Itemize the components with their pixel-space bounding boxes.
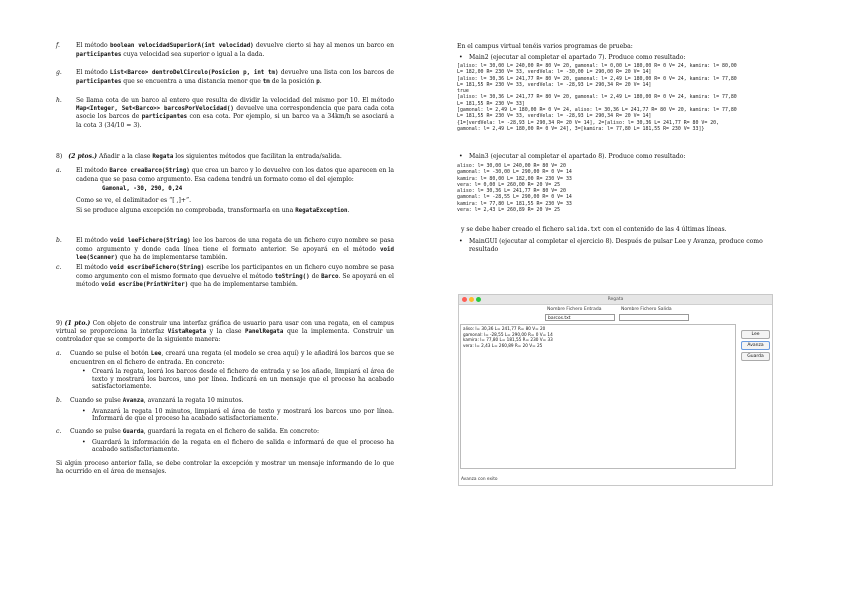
- bullet-text: Avanzará la regata 10 minutos, limpiará el área de texto y mostrará los barcos uno por línea. Informará de que el proceso ha acabado satisfactoriamente.: [92, 407, 394, 423]
- item-9b-text: [70, 397, 394, 406]
- item-label: f.: [56, 42, 60, 49]
- exception-note: [76, 207, 394, 216]
- bullet-item: [82, 438, 394, 454]
- bullet-icon: •: [459, 54, 463, 61]
- code-text: participantes: [141, 114, 188, 121]
- question-points: (1 pto.): [64, 320, 91, 327]
- item-f: [56, 42, 394, 59]
- avanza-button[interactable]: Avanza: [741, 341, 770, 350]
- maingui-text: MainGUI (ejecutar al completar el ejercicio 8). Después de pulsar Lee y Avanza, produce como resultado: [469, 238, 763, 253]
- main3-output: aliso: l= 30,00 L= 240,00 R= 80 V= 20 gamonal: l= -30,00 L= 290,00 R= 0 V= 14 kamira: l= 80,00 L= 182,00 R= 230 V= 33 vera: l= 0,00 L= 260,00 R= 20 V= 25 aliso: l= 30,36 L= 241,77 R= 80 V= 20 gamonal: l= -28,55 L= 290,00 R= 0 V= 14 kamira: l= 77,80 L= 181,55 R= 230 V= 33 vera: l= 2,43 L= 260,89 R= 20 V= 25: [457, 163, 572, 214]
- text: que ha de implementarse también.: [188, 281, 298, 289]
- text: que se encuentra a una distancia menor que: [121, 77, 263, 85]
- text: El método: [76, 69, 110, 76]
- output-file-label: Nombre Fichero Salida: [621, 307, 672, 312]
- bullet-icon: •: [82, 368, 86, 376]
- input-file-label: Nombre Fichero Entrada: [547, 307, 602, 312]
- code-text: void escribeFichero(String): [109, 265, 205, 271]
- main3-item: [457, 153, 792, 161]
- main2-output: [aliso: l= 30,00 L= 240,00 R= 80 V= 20, gamonal: l= 0,00 L= 180,00 R= 0 V= 24, kamira: l= 80,00 L= 182,00 R= 230 V= 33, verdVela: l= -30,00 L= 290,00 R= 20 V= 14] [aliso: l= 30,36 L= 241,77 R= 80 V= 20, gamonal: l= 2,49 L= 180,00 R= 0 V= 24, kamira: l= 77,80 L= 181,55 R= 230 V= 33, verdVela: l= -28,93 L= 290,34 R= 20 V= 14] true [aliso: l= 30,36 L= 241,77 R= 80 V= 20, gamonal: l= 2,49 L= 180,00 R= 0 V= 24, kamira: l= 77,80 L= 181,55 R= 230 V= 33] [gamonal: l= 2,49 L= 180,00 R= 0 V= 24, aliso: l= 30,36 L= 241,77 R= 80 V= 20, kamira: l= 77,80 L= 181,55 R= 230 V= 33, verdVela: l= -28,93 L= 290,34 R= 20 V= 14] {1=[verdVela: l= -28,93 L= 290,34 R= 20 V= 14], 2=[aliso: l= 30,36 L= 241,77 R= 80 V= 20, gamonal: l= 2,49 L= 180,00 R= 0 V= 24], 3=[kamira: l= 77,80 L= 181,55 R= 230 V= 33]}: [457, 63, 737, 132]
- bullet-item: [82, 407, 394, 423]
- item-8c: [56, 264, 394, 290]
- item-label: a.: [56, 167, 62, 174]
- text: con el contenido de las 4 últimas líneas.: [600, 226, 727, 233]
- bullet-icon: •: [82, 407, 86, 415]
- question-9-text: [56, 320, 394, 344]
- item-label: b.: [56, 397, 62, 404]
- item-8a-text: [76, 167, 394, 183]
- text: los siguientes métodos que facilitan la entrada/salida.: [173, 153, 342, 160]
- code-text: Avanza: [122, 398, 144, 404]
- input-file-field[interactable]: barcos.txt: [545, 314, 615, 321]
- item-8c-text: [76, 264, 394, 290]
- output-text-area[interactable]: aliso: l= 30,36 L= 241,77 R= 80 V= 20 gamonal: l= -28,55 L= 290,00 R= 0 V= 14 kamira: l= 77,80 L= 181,55 R= 230 V= 33 vera: l= 2,43 L= 260,89 R= 20 V= 25: [460, 324, 736, 469]
- code-text: List<Barco> dentroDelCirculo(Posicion p, int tm): [109, 70, 279, 76]
- close-window-icon[interactable]: [462, 297, 467, 302]
- text: .: [347, 207, 350, 215]
- item-8b-text: [76, 237, 394, 263]
- regata-window: [458, 294, 773, 486]
- example-line: Gamonal, -30, 290, 0,24: [102, 186, 183, 193]
- maingui-item: [457, 238, 792, 253]
- text: Si se produce alguna excepción no comprobada, transformarla en una: [76, 207, 296, 215]
- text: . Se apoyará en el método: [76, 272, 394, 289]
- text: que ha de implementarse también.: [117, 254, 228, 262]
- question-8: [56, 153, 394, 162]
- text: escribe los participantes en un fichero cuyo nombre se pasa como argumento con el mismo formato que devuelve el método: [76, 264, 395, 280]
- item-f-text: [76, 42, 394, 59]
- text: El método: [76, 264, 110, 271]
- bullet-item: [82, 368, 394, 391]
- lee-button[interactable]: Lee: [741, 330, 770, 339]
- bullet-icon: •: [82, 438, 86, 446]
- file-note: [461, 226, 791, 235]
- text: devuelve cierto si hay al menos un barco en: [253, 42, 395, 49]
- text: Añadir a la clase: [97, 153, 153, 160]
- item-9a-text: [70, 350, 394, 366]
- item-8a: [56, 167, 394, 216]
- code-text: p: [316, 78, 320, 85]
- item-label: b.: [56, 237, 62, 244]
- closing-paragraph: Si algún proceso anterior falla, se debe controlar la excepción y mostrar un mensaje informando de lo que ha ocurrido en el área de mensajes.: [56, 460, 394, 475]
- question-points: (2 ptos.): [68, 153, 98, 160]
- question-number: 8): [56, 153, 63, 160]
- code-text: participantes: [76, 78, 122, 85]
- text: .: [319, 77, 322, 85]
- minimize-window-icon[interactable]: [469, 297, 474, 302]
- question-number: 9): [56, 320, 63, 327]
- text: Se llama cota de un barco al entero que resulta de dividir la velocidad del mismo por 10. El método: [76, 97, 394, 104]
- text: , guardará la regata en el fichero de salida. En concreto:: [143, 428, 320, 435]
- guarda-button[interactable]: Guarda: [741, 352, 770, 361]
- item-g: [56, 69, 394, 86]
- item-9a: [56, 350, 394, 391]
- item-label: h.: [56, 97, 62, 104]
- bullet-text: Creará la regata, leerá los barcos desde el fichero de entrada y se los añade, limpiará el área de texto y mostrará los barcos, uno por línea. Indicará en un mensaje que el proceso ha acabado satisfactoriamente.: [92, 368, 394, 391]
- text: , avanzará la regata 10 minutos.: [143, 397, 244, 404]
- code-text: Guarda: [122, 429, 144, 435]
- code-text: Barco: [321, 273, 339, 280]
- code-text: void escribe(PrintWriter): [101, 282, 189, 289]
- text: lee los barcos de una regata de un fichero cuyo nombre se pasa como argumento y donde cada línea tiene el formato anterior. Se apoyará en el método: [76, 237, 394, 253]
- text: devuelve una lista con los barcos de: [278, 69, 394, 76]
- item-label: g.: [56, 69, 62, 76]
- code-text: void leeFichero(String): [110, 238, 191, 244]
- text: de la posición: [269, 77, 317, 85]
- item-label: a.: [56, 350, 62, 357]
- text: El método: [76, 237, 111, 244]
- code-text: Regata: [152, 154, 174, 160]
- item-9c-text: [70, 428, 394, 437]
- code-text: Map<Integer, Set<Barco>> barcosPorVelocidad(): [76, 105, 234, 112]
- code-text: Lee: [150, 351, 162, 357]
- window-title: Regata: [607, 297, 624, 302]
- code-text: RegataException: [295, 208, 348, 215]
- code-text: tm: [262, 78, 270, 85]
- code-text: toString(): [274, 273, 310, 280]
- text: Cuando se pulse: [70, 397, 123, 404]
- text: , creará una regata (el modelo se crea aquí) y le añadirá los barcos que se encuentren en el fichero de entrada. En concreto:: [70, 350, 394, 366]
- code-text: Barco creaBarco(String): [109, 168, 190, 174]
- item-8b: [56, 237, 394, 263]
- item-9b: [56, 397, 394, 423]
- text: El método: [76, 167, 110, 174]
- code-text: salida.txt: [566, 227, 601, 233]
- text: de: [309, 272, 322, 280]
- bullet-icon: •: [459, 238, 463, 245]
- code-text: VistaRegata: [167, 328, 207, 335]
- item-label: c.: [56, 264, 62, 271]
- main2-text: Main2 (ejecutar al completar el apartado 7). Produce como resultado:: [469, 54, 686, 61]
- intro-text: En el campus virtual tenéis varios programas de prueba:: [457, 43, 633, 50]
- code-text: boolean velocidadSuperiorA(int velocidad): [109, 43, 254, 49]
- bullet-icon: •: [459, 153, 463, 160]
- code-text: void lee(Scanner): [76, 246, 394, 262]
- bullet-text: Guardará la información de la regata en el fichero de salida e informará de que el proceso ha acabado satisfactoriamente.: [92, 438, 394, 454]
- text: devuelve una correspondencia que para cada cota asocie los barcos de: [76, 104, 394, 121]
- text: cuya velocidad sea superior o igual a la dada.: [121, 50, 265, 58]
- main2-item: [457, 54, 792, 62]
- text: que crea un barco y lo devuelve con los datos que aparecen en la cadena que se pasa como argumento. Esa cadena tendrá un formato como el del ejemplo:: [76, 167, 394, 183]
- item-h-text: [76, 97, 394, 129]
- output-file-field[interactable]: [619, 314, 689, 321]
- code-text: participantes: [76, 51, 122, 58]
- text: y la clase: [206, 327, 246, 335]
- window-titlebar: [459, 295, 772, 305]
- delimiter-note: Como se ve, el delimitador es “[ ,]+”.: [76, 196, 192, 204]
- item-h: [56, 97, 394, 129]
- item-9c: [56, 428, 394, 454]
- item-g-text: [76, 69, 394, 86]
- text: con esa cota. Por ejemplo, si un barco va a 34km/h se asociará a la cota 3 (34/10 = 3).: [76, 113, 394, 129]
- text: que la implementa. Construir un controlador que se comporte de la siguiente manera:: [56, 327, 394, 344]
- item-label: c.: [56, 428, 62, 435]
- text: y se debe haber creado el fichero: [461, 226, 567, 233]
- maximize-window-icon[interactable]: [476, 297, 481, 302]
- main3-text: Main3 (ejecutar al completar el apartado 8). Produce como resultado:: [469, 153, 686, 160]
- status-message: Avanza con exito: [461, 477, 498, 482]
- text: Cuando se pulse: [70, 428, 123, 435]
- text: Con objeto de construir una interfaz gráfica de usuario para usar con una regata, en el campus virtual se proporciona la interfaz: [56, 320, 394, 335]
- text: Cuando se pulse el botón: [70, 350, 151, 357]
- text: El método: [76, 42, 110, 49]
- question-9: [56, 320, 394, 344]
- code-text: PanelRegata: [245, 328, 284, 335]
